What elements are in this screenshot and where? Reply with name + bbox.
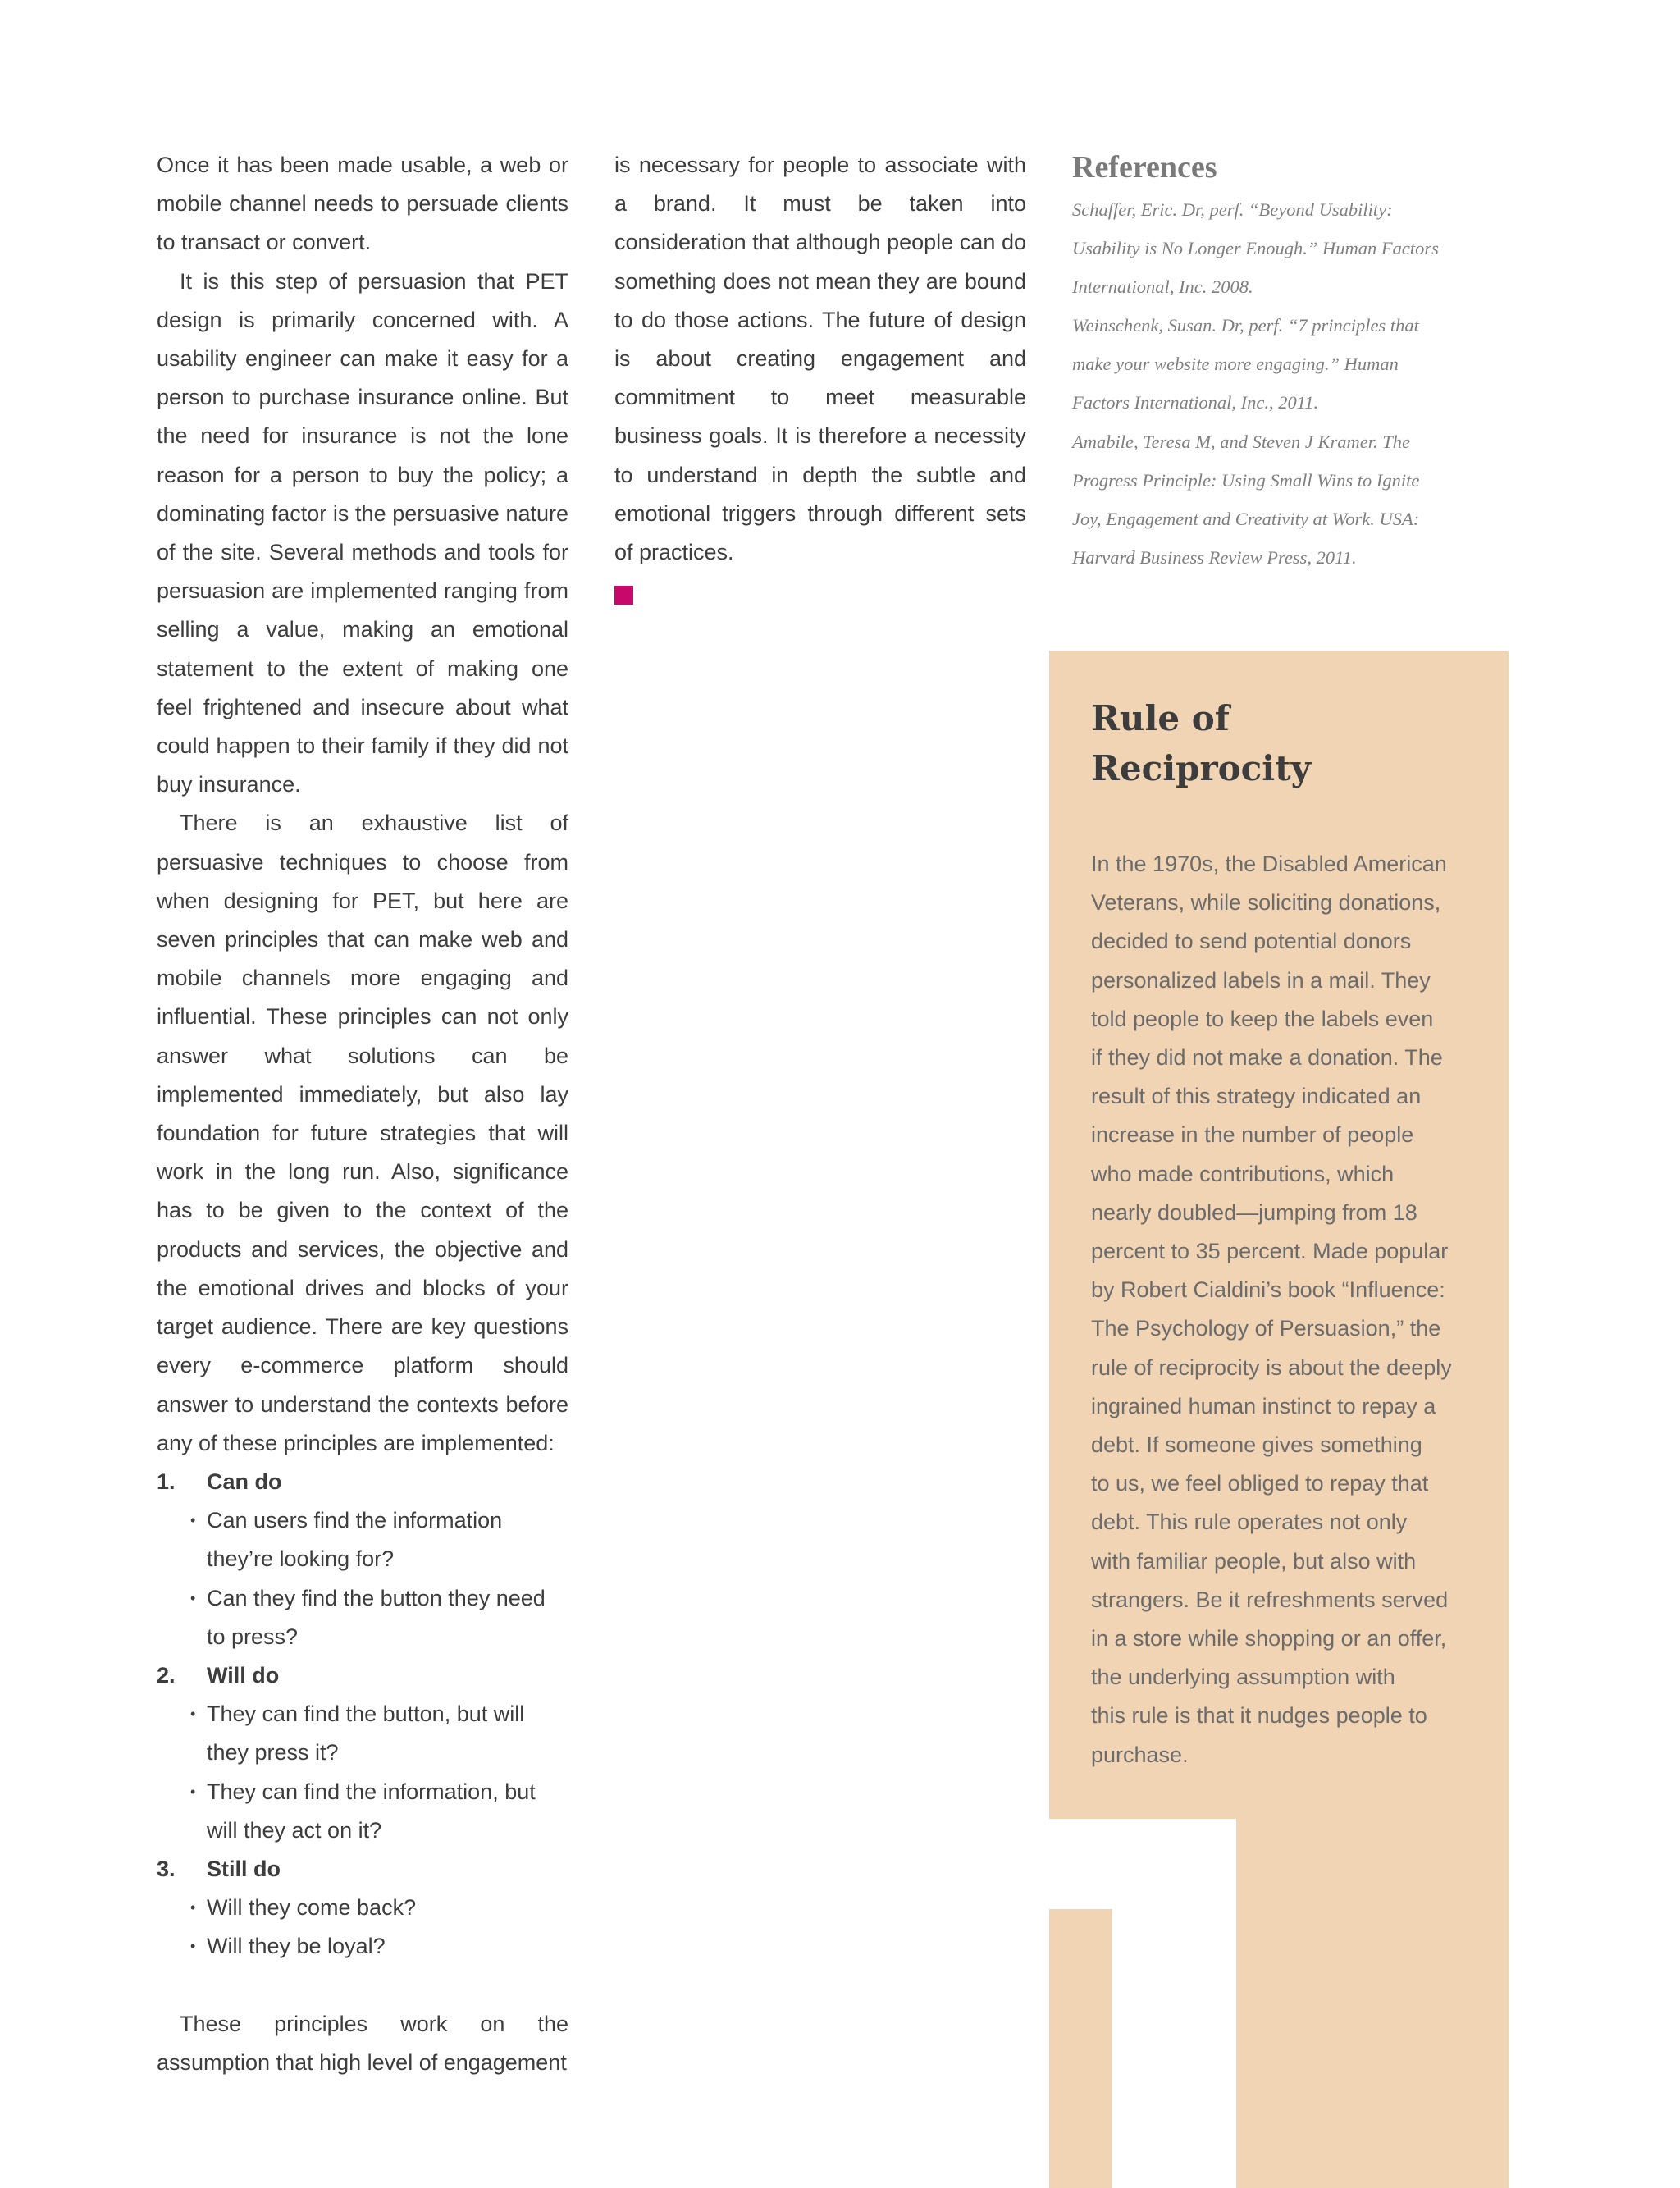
reference-line: Weinschenk, Susan. Dr, perf. “7 principles that [1072,315,1419,336]
list-item-can-do [157,1463,568,1501]
sidebar-line: told people to keep the labels even [1091,1006,1434,1031]
list-bullet [157,1579,568,1656]
left-column [157,146,568,2082]
sidebar-line: personalized labels in a mail. They [1091,967,1431,993]
list-bullet [157,1889,568,1927]
list-item-title: Will do [207,1662,280,1688]
reference-line: Factors International, Inc., 2011. [1072,392,1319,413]
reference-line: Progress Principle: Using Small Wins to Ignite [1072,469,1420,491]
sidebar-line: debt. If someone gives something [1091,1432,1422,1458]
sidebar-line: The Psychology of Persuasion,” the [1091,1316,1441,1341]
bullet-icon: • [190,1589,196,1606]
bullet-icon: • [190,1899,196,1916]
sidebar-line: debt. This rule operates not only [1091,1510,1408,1535]
list-bullet [157,1927,568,1966]
sidebar-line: decided to send potential donors [1091,929,1412,954]
list-number: 2. [157,1662,176,1688]
sidebar-line: if they did not make a donation. The [1091,1045,1443,1071]
middle-column [614,146,1026,605]
bullet-text: Can users find the information they’re looking for? [207,1508,503,1572]
sidebar-line: result of this strategy indicated an [1091,1084,1422,1109]
list-bullet [157,1501,568,1578]
questions-list [157,1463,568,1966]
sidebar-body [1091,845,1477,1775]
sidebar-line: with familiar people, but also with [1091,1548,1417,1574]
reference-line: Schaffer, Eric. Dr, perf. “Beyond Usability: [1072,199,1393,220]
bullet-text: They can find the button, but will they press it? [207,1702,525,1765]
reference-line: Amabile, Teresa M, and Steven J Kramer. The [1072,431,1411,452]
middle-paragraph-1: is necessary for people to associate with a brand. It must be taken into consideration that although people can do something does not mean they are bound to do those actions. The future of design is about creating engagement and commitment to meet measurable business goals. It is therefore a necessity to understand in depth the subtle and emotional triggers through different sets of practices. [614,153,1026,565]
sidebar-line: percent to 35 percent. Made popular [1091,1239,1449,1264]
left-paragraph-4: These principles work on the assumption that high level of engagement [157,2011,568,2075]
list-item-title: Still do [207,1856,281,1881]
sidebar-line: Veterans, while soliciting donations, [1091,890,1441,916]
reference-line: Usability is No Longer Enough.” Human Factors [1072,238,1439,259]
reference-line: Harvard Business Review Press, 2011. [1072,546,1357,568]
sidebar-line: In the 1970s, the Disabled American [1091,852,1447,876]
bullet-text: Can they find the button they need to press? [207,1585,546,1649]
list-item-still-do [157,1850,568,1889]
bullet-icon: • [190,1706,196,1723]
list-item-will-do [157,1656,568,1695]
sidebar-line: by Robert Cialdini’s book “Influence: [1091,1277,1445,1303]
list-bullet [157,1773,568,1850]
sidebar-box-right-leg [1236,1819,1509,2188]
reference-line: Joy, Engagement and Creativity at Work. USA: [1072,508,1420,529]
bullet-text: Will they come back? [207,1895,417,1921]
reference-line: International, Inc. 2008. [1072,276,1253,298]
sidebar-line: this rule is that it nudges people to [1091,1703,1427,1729]
list-bullet [157,1695,568,1772]
sidebar-line: increase in the number of people [1091,1122,1414,1148]
references-section [1072,146,1482,577]
references-title: References [1072,150,1217,185]
list-item-title: Can do [207,1469,282,1494]
bullet-icon: • [190,1938,196,1955]
sidebar-line: purchase. [1091,1742,1189,1767]
sidebar-title-line: Reciprocity [1091,748,1311,788]
left-paragraph-1: Once it has been made usable, a web or mobile channel needs to persuade clients to transact or convert. [157,153,568,255]
sidebar-line: strangers. Be it refreshments served [1091,1587,1449,1612]
sidebar-line: the underlying assumption with [1091,1665,1395,1690]
sidebar-line: ingrained human instinct to repay a [1091,1393,1436,1418]
bullet-icon: • [190,1512,196,1529]
list-number: 1. [157,1469,176,1494]
left-paragraph-3: There is an exhaustive list of persuasive techniques to choose from when designing for PET, but here are seven principles that can make web and mobile channels more engaging and influential. These principles can not only answer what solutions can be implemented immediately, but also lay foundation for future strategies that will work in the long run. Also, significance has to be given to the context of the products and services, the objective and the emotional drives and blocks of your target audience. There are key questions every e-commerce platform should answer to understand the contexts before any of these principles are implemented: [157,811,568,1455]
list-number: 3. [157,1856,176,1881]
spacer [157,1966,568,2005]
left-paragraph-2: It is this step of persuasion that PET design is primarily concerned with. A usability engineer can make it easy for a person to purchase insurance online. But the need for insurance is not the lone reason for a person to buy the policy; a dominating factor is the persuasive nature of the site. Several methods and tools for persuasion are implemented ranging from selling a value, making an emotional statement to the extent of making one feel frightened and insecure about what could happen to their family if they did not buy insurance. [157,268,568,797]
sidebar-line: nearly doubled—jumping from 18 [1091,1199,1418,1225]
sidebar-box-left-leg [1049,1909,1112,2188]
sidebar-line: to us, we feel obliged to repay that [1091,1471,1429,1496]
end-of-article-mark [614,586,633,605]
reference-line: make your website more engaging.” Human [1072,354,1399,375]
bullet-text: They can find the information, but will they act on it? [207,1779,536,1843]
bullet-text: Will they be loyal? [207,1934,386,1959]
sidebar-title [1091,693,1311,793]
sidebar-line: who made contributions, which [1091,1161,1395,1186]
sidebar-line: rule of reciprocity is about the deeply [1091,1354,1452,1380]
sidebar-title-line: Rule of [1091,698,1230,738]
bullet-icon: • [190,1783,196,1800]
sidebar-line: in a store while shopping or an offer, [1091,1626,1447,1651]
